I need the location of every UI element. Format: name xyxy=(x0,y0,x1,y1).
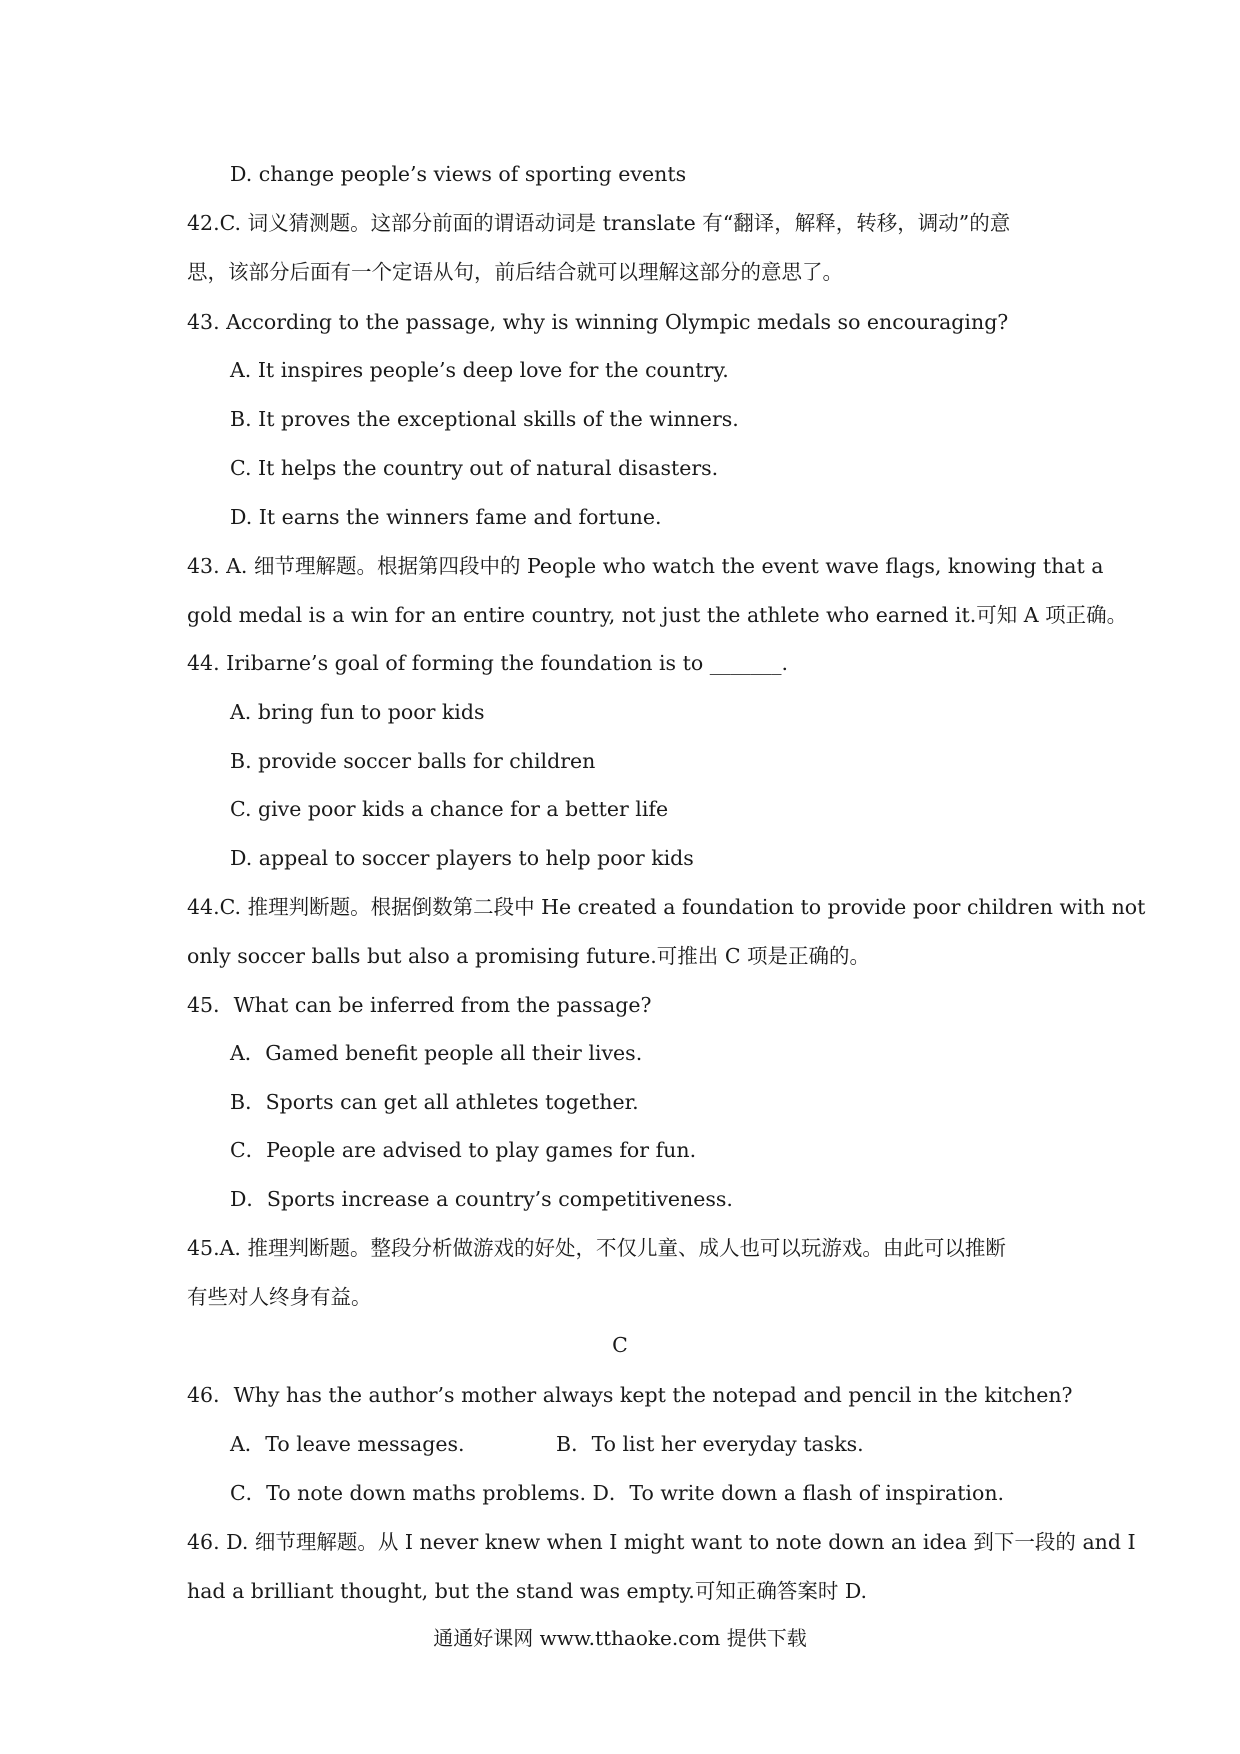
answer-46-line-2: had a brilliant thought, but the stand was empty.可知正确答案时 D. xyxy=(187,1579,868,1603)
question-46: 46．Why has the author’s mother always kept the notepad and pencil in the kitchen? xyxy=(187,1383,1073,1407)
option-43b: B. It proves the exceptional skills of the winners. xyxy=(230,407,739,431)
page-footer: 通通好课网 www.tthaoke.com 提供下载 xyxy=(433,1626,807,1650)
option-45d: D．Sports increase a country’s competitiveness. xyxy=(230,1187,733,1211)
option-45b: B．Sports can get all athletes together. xyxy=(230,1090,639,1114)
answer-42-line-1: 42.C. 词义猜测题。这部分前面的谓语动词是 translate 有“翻译，解释，转移，调动”的意 xyxy=(187,211,1011,235)
option-44d: D. appeal to soccer players to help poor kids xyxy=(230,846,694,870)
section-heading-c: C xyxy=(612,1333,628,1357)
option-43d: D. It earns the winners fame and fortune. xyxy=(230,505,662,529)
answer-42-line-2: 思，该部分后面有一个定语从句，前后结合就可以理解这部分的意思了。 xyxy=(187,260,843,284)
option-41d: D. change people’s views of sporting events xyxy=(230,162,687,186)
answer-44-line-1: 44.C. 推理判断题。根据倒数第二段中 He created a foundation to provide poor children with not xyxy=(187,895,1146,919)
answer-45-line-2: 有些对人终身有益。 xyxy=(187,1285,372,1309)
answer-43-line-2: gold medal is a win for an entire country, not just the athlete who earned it.可知 A 项正确。 xyxy=(187,603,1128,627)
question-44: 44. Iribarne’s goal of forming the foundation is to _______. xyxy=(187,651,788,675)
option-44b: B. provide soccer balls for children xyxy=(230,749,596,773)
option-46b: B．To list her everyday tasks. xyxy=(556,1432,864,1456)
option-44a: A. bring fun to poor kids xyxy=(230,700,485,724)
option-43a: A. It inspires people’s deep love for the country. xyxy=(230,358,729,382)
option-45a: A．Gamed benefit people all their lives. xyxy=(230,1041,643,1065)
answer-43-line-1: 43. A. 细节理解题。根据第四段中的 People who watch the event wave flags, knowing that a xyxy=(187,554,1104,578)
answer-45-line-1: 45.A. 推理判断题。整段分析做游戏的好处，不仅儿童、成人也可以玩游戏。由此可以推断 xyxy=(187,1236,1006,1260)
option-44c: C. give poor kids a chance for a better life xyxy=(230,797,669,821)
answer-44-line-2: only soccer balls but also a promising future.可推出 C 项是正确的。 xyxy=(187,944,871,968)
option-43c: C. It helps the country out of natural disasters. xyxy=(230,456,719,480)
answer-46-line-1: 46. D. 细节理解题。从 I never knew when I might want to note down an idea 到下一段的 and I xyxy=(187,1530,1136,1554)
question-43: 43. According to the passage, why is winning Olympic medals so encouraging? xyxy=(187,310,1009,334)
option-45c: C．People are advised to play games for fun. xyxy=(230,1138,697,1162)
question-45: 45．What can be inferred from the passage? xyxy=(187,993,652,1017)
option-46c-46d: C．To note down maths problems. D．To write down a flash of inspiration. xyxy=(230,1481,1005,1505)
option-46a: A．To leave messages. xyxy=(230,1432,465,1456)
